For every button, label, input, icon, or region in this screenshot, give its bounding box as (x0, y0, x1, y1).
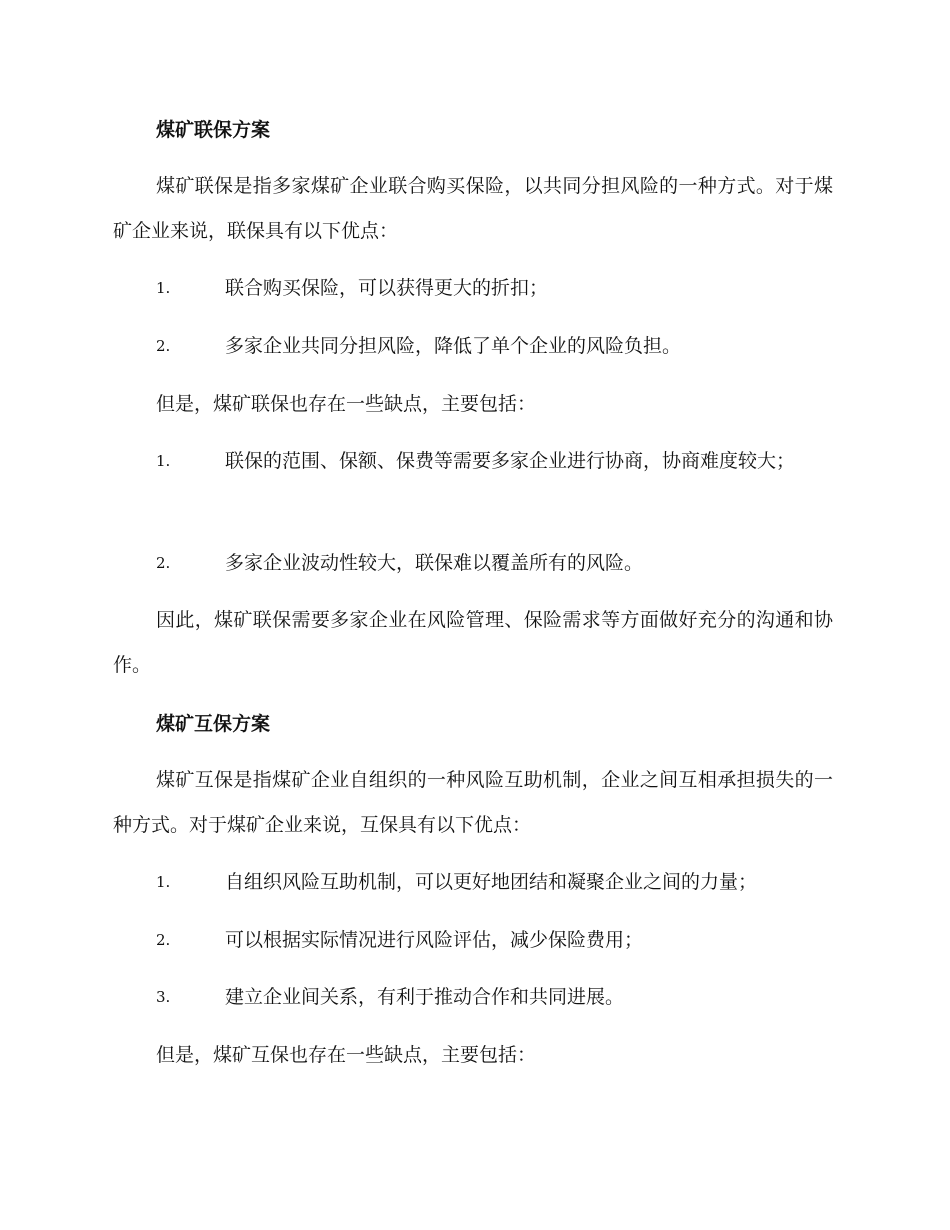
list-item (113, 918, 833, 963)
list-item (113, 975, 833, 1020)
list-number: 2. (156, 554, 171, 572)
paragraph-mutual-insurance-intro: 煤矿互保是指煤矿企业自组织的一种风险互助机制，企业之间互相承担损失的一种方式。对于煤矿企业来说，互保具有以下优点： (113, 769, 833, 836)
list-number: 1. (156, 279, 171, 297)
paragraph-joint-conclusion: 因此，煤矿联保需要多家企业在风险管理、保险需求等方面做好充分的沟通和协作。 (113, 609, 833, 676)
list-text: 自组织风险互助机制，可以更好地团结和凝聚企业之间的力量； (225, 871, 758, 893)
list-item (113, 439, 833, 484)
list-number: 1. (156, 452, 171, 470)
list-item (113, 860, 833, 905)
section-heading-mutual-insurance: 煤矿互保方案 (156, 713, 271, 735)
paragraph-joint-insurance-intro: 煤矿联保是指多家煤矿企业联合购买保险，以共同分担风险的一种方式。对于煤矿企业来说，联保具有以下优点： (113, 175, 833, 242)
list-number: 1. (156, 873, 171, 891)
list-text: 联保的范围、保额、保费等需要多家企业进行协商，协商难度较大； (225, 450, 796, 472)
list-text: 多家企业共同分担风险，降低了单个企业的风险负担。 (225, 335, 682, 357)
list-number: 2. (156, 931, 171, 949)
list-text: 联合购买保险，可以获得更大的折扣； (225, 277, 549, 299)
list-item (113, 324, 833, 369)
list-text: 多家企业波动性较大，联保难以覆盖所有的风险。 (225, 552, 644, 574)
paragraph-joint-disadvantages-intro: 但是，煤矿联保也存在一些缺点，主要包括： (156, 393, 537, 415)
list-number: 3. (156, 988, 171, 1006)
section-heading-joint-insurance: 煤矿联保方案 (156, 119, 271, 141)
list-text: 建立企业间关系，有利于推动合作和共同进展。 (225, 986, 625, 1008)
list-item (113, 541, 833, 586)
paragraph-mutual-disadvantages-intro: 但是，煤矿互保也存在一些缺点，主要包括： (156, 1044, 537, 1066)
list-number: 2. (156, 337, 171, 355)
list-item (113, 266, 833, 311)
list-text: 可以根据实际情况进行风险评估，减少保险费用； (225, 929, 644, 951)
